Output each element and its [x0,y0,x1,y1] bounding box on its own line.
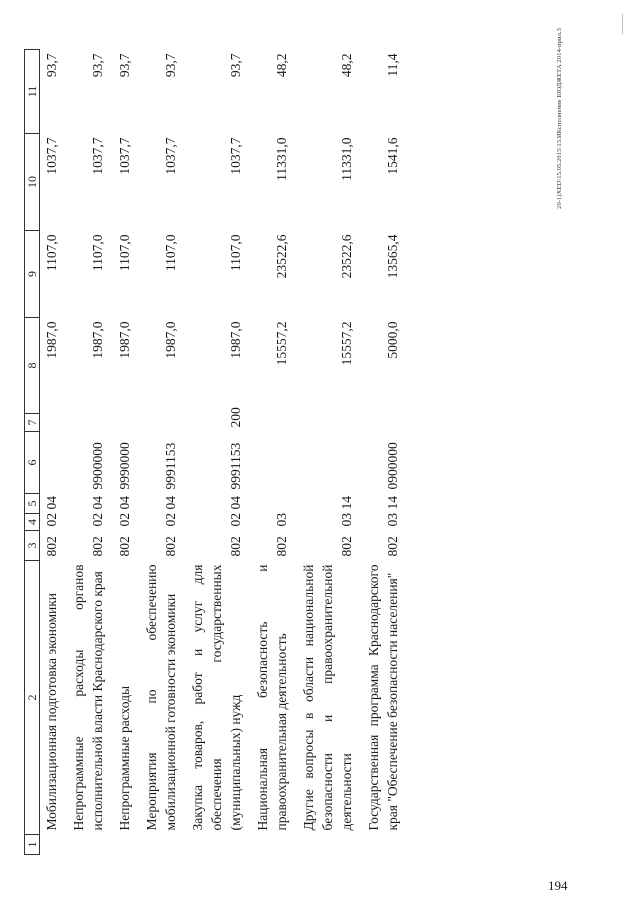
cell-empty [40,835,68,855]
header-cell: 1 [25,835,40,855]
cell-c8: 1987,0 [228,321,243,359]
cell-c10: 1037,7 [228,137,243,175]
cell-c5: 04 [228,496,243,510]
cell-c9: 13565,4 [385,234,400,279]
row-name: Закупка товаров, работ и услуг для обеспечения государственных (муниципальных) нужд [190,564,243,831]
table-row [40,50,68,855]
row-name: Непрограммные расходы органов исполнительной власти Краснодарского края [71,564,105,831]
cell-c11: 93,7 [163,53,178,78]
cell-c6: 9991153 [163,442,178,490]
cell-empty [251,835,297,855]
cell-c7 [113,414,140,432]
table-row [113,50,140,855]
cell-c3: 802 [90,536,105,557]
header-cell: 8 [25,318,40,414]
header-cell: 2 [25,561,40,835]
cell-c4: 02 [163,513,178,527]
cell-c5: 04 [90,496,105,510]
row-name: Другие вопросы в области национальной безопасности и правоохранительной деятельности [301,564,354,831]
budget-table [24,49,408,855]
cell-c4: 02 [90,513,105,527]
cell-c10: 1037,7 [163,137,178,175]
table-row [297,50,362,855]
table-row [67,50,113,855]
cell-c11: 48,2 [339,53,354,78]
cell-c6: 9991153 [228,442,243,490]
cell-c11: 11,4 [385,53,400,77]
table-row [186,50,251,855]
header-cell: 11 [25,50,40,134]
table-row [140,50,186,855]
header-cell: 7 [25,414,40,432]
cell-c9: 1107,0 [117,234,132,272]
cell-c6 [251,432,297,494]
cell-c5: 04 [163,496,178,510]
cell-c5: 14 [339,496,354,510]
cell-c4: 02 [44,513,59,527]
cell-c5: 04 [44,496,59,510]
table-row [362,50,408,855]
cell-empty [67,835,113,855]
row-name: Национальная безопасность и правоохранительная деятельность [255,564,289,831]
cell-c9: 1107,0 [163,234,178,272]
cell-c7 [40,414,68,432]
scan-artifact [622,14,623,34]
cell-c8: 5000,0 [385,321,400,359]
table-body [40,50,409,855]
cell-c3: 802 [44,536,59,557]
table-header-row [25,50,40,855]
header-cell: 4 [25,514,40,531]
cell-empty [362,835,408,855]
cell-c3: 802 [117,536,132,557]
cell-c11: 93,7 [117,53,132,78]
header-cell: 6 [25,432,40,494]
cell-c8: 1987,0 [117,321,132,359]
cell-c7 [140,414,186,432]
cell-c6 [40,432,68,494]
cell-c6: 9900000 [90,442,105,490]
cell-c11: 93,7 [90,53,105,78]
cell-c11: 48,2 [274,53,289,78]
cell-c9: 1107,0 [44,234,59,272]
cell-empty [140,835,186,855]
row-name: Мобилизационная подготовка экономики [44,592,59,831]
cell-c9: 1107,0 [228,234,243,272]
cell-c4: 02 [117,513,132,527]
rotated-table-container [24,50,504,855]
cell-empty [297,835,362,855]
cell-c7 [297,414,362,432]
cell-c3: 802 [385,536,400,557]
header-cell: 3 [25,531,40,561]
table-row [251,50,297,855]
cell-c11: 93,7 [44,53,59,78]
row-name: Государственная программа Краснодарского края "Обеспечение безопасности населения" [366,564,400,831]
cell-empty [113,835,140,855]
cell-c7 [67,414,113,432]
cell-empty [186,835,251,855]
cell-c11: 93,7 [228,53,243,78]
cell-c10: 11331,0 [339,137,354,181]
file-path-note: 20-1)XED\15.05.2015\13.ИКсполнение БЮДЖЕТА 2014-прил.3 [556,28,563,209]
cell-c10: 1541,6 [385,137,400,175]
cell-c4: 03 [274,513,289,527]
cell-c3: 802 [274,536,289,557]
cell-c9: 23522,6 [339,234,354,279]
cell-c4: 03 [339,513,354,527]
cell-c3: 802 [339,536,354,557]
cell-c8: 1987,0 [44,321,59,359]
cell-c9: 23522,6 [274,234,289,279]
cell-c10: 1037,7 [90,137,105,175]
cell-c10: 11331,0 [274,137,289,181]
cell-c9: 1107,0 [90,234,105,272]
header-cell: 9 [25,231,40,318]
cell-c5: 04 [117,496,132,510]
header-cell: 5 [25,494,40,514]
page-number: 194 [548,878,568,893]
row-name: Мероприятия по обеспечению мобилизационной готовности экономики [144,564,178,831]
cell-c8: 1987,0 [90,321,105,359]
cell-c8: 1987,0 [163,321,178,359]
cell-c5: 14 [385,496,400,510]
cell-c7 [251,414,297,432]
cell-c3: 802 [163,536,178,557]
cell-c6: 9990000 [117,442,132,490]
cell-c7 [362,414,408,432]
cell-c8: 15557,2 [339,321,354,366]
cell-c10: 1037,7 [117,137,132,175]
cell-c10: 1037,7 [44,137,59,175]
cell-c8: 15557,2 [274,321,289,366]
row-name: Непрограммные расходы [117,685,132,831]
cell-c7: 200 [228,407,243,428]
header-cell: 10 [25,134,40,231]
cell-c5 [251,494,297,514]
cell-c4: 03 [385,513,400,527]
cell-c6 [297,432,362,494]
cell-c6: 0900000 [385,442,400,490]
cell-c3: 802 [228,536,243,557]
cell-c4: 02 [228,513,243,527]
